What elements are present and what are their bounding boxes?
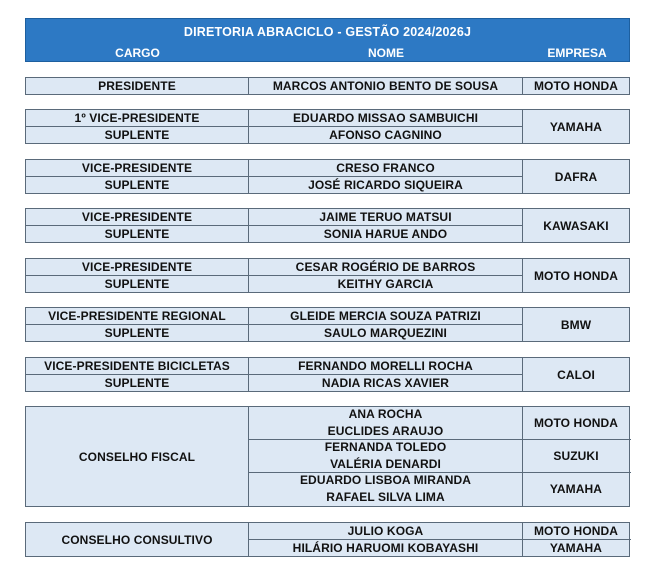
role-block — [25, 357, 630, 392]
cargo-cell: SUPLENTE — [104, 227, 170, 241]
empresa-cell: YAMAHA — [549, 119, 603, 134]
cargo-cell: SUPLENTE — [104, 326, 170, 340]
nome-group — [249, 407, 522, 439]
empresa-cell: KAWASAKI — [543, 218, 609, 233]
nome-cell: SAULO MARQUEZINI — [324, 326, 447, 340]
cargo-cell: VICE-PRESIDENTE BICICLETAS — [44, 359, 230, 373]
column-header-cargo: CARGO — [115, 46, 160, 60]
conselho-fiscal-block — [25, 406, 630, 507]
empresa-cell: YAMAHA — [549, 541, 603, 555]
table-header — [25, 18, 630, 62]
nome-cell: JOSÉ RICARDO SIQUEIRA — [308, 178, 463, 192]
empresa-cell: YAMAHA — [549, 482, 603, 496]
cargo-cell: SUPLENTE — [104, 128, 170, 142]
nome-cell: SONIA HARUE ANDO — [323, 227, 448, 241]
nome-group — [249, 440, 522, 472]
empresa-cell: BMW — [560, 317, 592, 332]
cargo-cell: SUPLENTE — [104, 376, 170, 390]
nome-cell: AFONSO CAGNINO — [329, 128, 442, 142]
cargo-cell: SUPLENTE — [104, 277, 170, 291]
empresa-cell: DAFRA — [554, 169, 598, 184]
nome-cell: JULIO KOGA — [347, 524, 424, 538]
cargo-cell: PRESIDENTE — [98, 79, 176, 93]
cargo-cell: VICE-PRESIDENTE — [81, 210, 193, 224]
cargo-cell: VICE-PRESIDENTE REGIONAL — [48, 309, 226, 323]
cargo-cell: 1º VICE-PRESIDENTE — [74, 111, 200, 125]
cargo-cell: VICE-PRESIDENTE — [81, 260, 193, 274]
nome-cell: HILÁRIO HARUOMI KOBAYASHI — [292, 541, 479, 555]
nome-group — [249, 473, 522, 505]
nome-cell: MARCOS ANTONIO BENTO DE SOUSA — [272, 79, 499, 93]
role-block — [25, 307, 630, 342]
role-block — [25, 77, 630, 95]
nome-cell: EDUARDO MISSAO SAMBUICHI — [292, 111, 479, 125]
cargo-cell: VICE-PRESIDENTE — [81, 161, 193, 175]
table-title: DIRETORIA ABRACICLO - GESTÃO 2024/2026J — [183, 25, 472, 39]
nome-cell: CRESO FRANCO — [336, 161, 435, 175]
nome-line: VALÉRIA DENARDI — [330, 457, 441, 471]
empresa-cell: MOTO HONDA — [533, 524, 619, 538]
cargo-cell: SUPLENTE — [104, 178, 170, 192]
column-header-nome: NOME — [368, 46, 404, 60]
nome-cell: JAIME TERUO MATSUI — [319, 210, 452, 224]
empresa-cell: MOTO HONDA — [533, 416, 619, 430]
cargo-cell: CONSELHO FISCAL — [78, 449, 196, 464]
nome-cell: CESAR ROGÉRIO DE BARROS — [295, 260, 476, 274]
column-header-empresa: EMPRESA — [547, 46, 607, 60]
nome-line: EDUARDO LISBOA MIRANDA — [299, 473, 472, 487]
nome-cell: KEITHY GARCIA — [337, 277, 434, 291]
nome-line: RAFAEL SILVA LIMA — [326, 490, 445, 504]
nome-cell: GLEIDE MERCIA SOUZA PATRIZI — [290, 309, 481, 323]
role-block — [25, 159, 630, 194]
role-block — [25, 258, 630, 293]
conselho-consultivo-block — [25, 522, 630, 557]
cargo-cell: CONSELHO CONSULTIVO — [61, 532, 213, 547]
nome-line: ANA ROCHA — [348, 407, 423, 421]
empresa-cell: CALOI — [557, 367, 595, 382]
nome-cell: NADIA RICAS XAVIER — [321, 376, 450, 390]
role-block — [25, 109, 630, 144]
nome-line: FERNANDA TOLEDO — [324, 440, 447, 454]
role-block — [25, 208, 630, 243]
nome-cell: FERNANDO MORELLI ROCHA — [298, 359, 473, 373]
empresa-cell: SUZUKI — [553, 449, 599, 463]
nome-line: EUCLIDES ARAUJO — [327, 424, 444, 438]
empresa-cell: MOTO HONDA — [533, 79, 619, 93]
empresa-cell: MOTO HONDA — [533, 268, 619, 283]
